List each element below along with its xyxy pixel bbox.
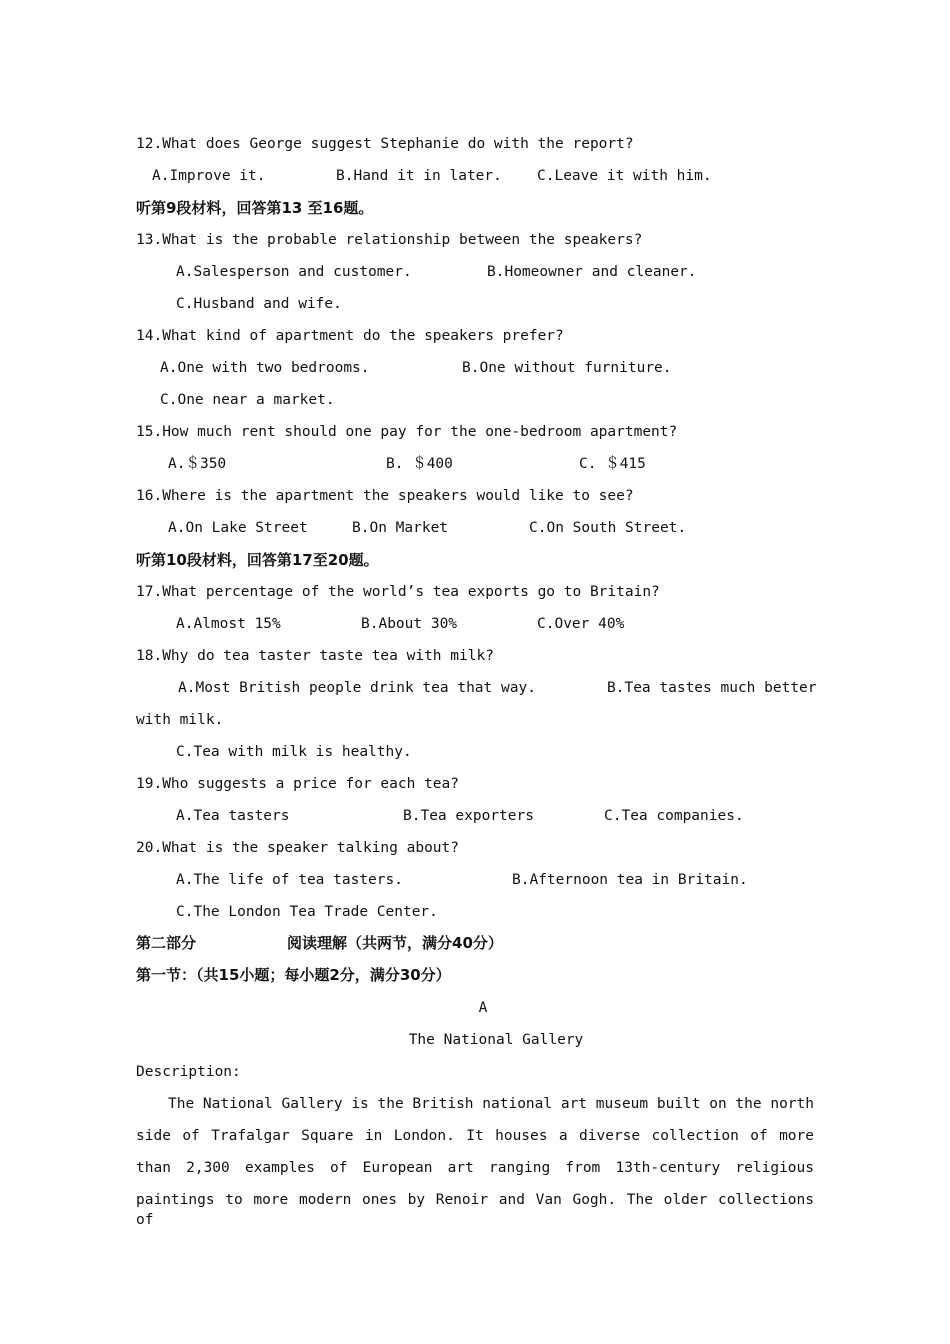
q18-option-a: A.Most British people drink tea that way.: [178, 680, 536, 696]
q20-option-a: A.The life of tea tasters.: [176, 872, 403, 888]
q18-option-b-continued: with milk.: [136, 712, 224, 728]
q15-question: 15.How much rent should one pay for the one-bedroom apartment?: [136, 424, 678, 440]
passage-line-2: side of Trafalgar Square in London. It houses a diverse collection of more: [136, 1128, 814, 1144]
q18-option-b: B.Tea tastes much better: [607, 680, 817, 696]
section-1-heading: 第一节：（共15小题；每小题2分，满分30分）: [136, 966, 451, 984]
q19-option-b: B.Tea exporters: [403, 808, 534, 824]
passage-line-3: than 2,300 examples of European art ranging from 13th-century religious: [136, 1160, 814, 1176]
q13-question: 13.What is the probable relationship between the speakers?: [136, 232, 643, 248]
passage-title: The National Gallery: [408, 1032, 584, 1048]
q17-option-a: A.Almost 15%: [176, 616, 281, 632]
q14-option-b: B.One without furniture.: [462, 360, 672, 376]
q13-option-a: A.Salesperson and customer.: [176, 264, 412, 280]
q20-question: 20.What is the speaker talking about?: [136, 840, 460, 856]
q16-option-b: B.On Market: [352, 520, 449, 536]
q12-option-b: B.Hand it in later.: [336, 168, 502, 184]
section-9-heading: 听第9段材料，回答第13 至16题。: [136, 199, 374, 217]
q18-question: 18.Why do tea taster taste tea with milk?: [136, 648, 494, 664]
q16-question: 16.Where is the apartment the speakers would like to see?: [136, 488, 634, 504]
q12-option-a: A.Improve it.: [152, 168, 266, 184]
q17-option-c: C.Over 40%: [537, 616, 625, 632]
passage-line-1: The National Gallery is the British national art museum built on the north: [168, 1096, 815, 1112]
passage-letter: A: [478, 1000, 488, 1016]
q16-option-c: C.On South Street.: [529, 520, 687, 536]
q16-option-a: A.On Lake Street: [168, 520, 308, 536]
section-10-heading: 听第10段材料，回答第17至20题。: [136, 551, 379, 569]
q12-question: 12.What does George suggest Stephanie do with the report?: [136, 136, 634, 152]
q15-option-b: B. ＄400: [386, 456, 453, 472]
q13-option-b: B.Homeowner and cleaner.: [487, 264, 697, 280]
q13-option-c: C.Husband and wife.: [176, 296, 342, 312]
q17-option-b: B.About 30%: [361, 616, 458, 632]
q17-question: 17.What percentage of the world’s tea exports go to Britain?: [136, 584, 660, 600]
q12-option-c: C.Leave it with him.: [537, 168, 712, 184]
q20-option-b: B.Afternoon tea in Britain.: [512, 872, 748, 888]
q19-option-a: A.Tea tasters: [176, 808, 290, 824]
q14-option-c: C.One near a market.: [160, 392, 335, 408]
q14-option-a: A.One with two bedrooms.: [160, 360, 370, 376]
q18-option-c: C.Tea with milk is healthy.: [176, 744, 412, 760]
q19-question: 19.Who suggests a price for each tea?: [136, 776, 460, 792]
q14-question: 14.What kind of apartment do the speakers prefer?: [136, 328, 564, 344]
q15-option-c: C. ＄415: [579, 456, 646, 472]
q15-option-a: A.＄350: [168, 456, 227, 472]
description-label: Description:: [136, 1064, 241, 1080]
part-2-title: 阅读理解（共两节，满分40分）: [287, 934, 503, 952]
q19-option-c: C.Tea companies.: [604, 808, 744, 824]
passage-line-4: paintings to more modern ones by Renoir and Van Gogh. The older collections of: [136, 1192, 814, 1228]
q20-option-c: C.The London Tea Trade Center.: [176, 904, 438, 920]
part-2-label: 第二部分: [136, 934, 197, 952]
